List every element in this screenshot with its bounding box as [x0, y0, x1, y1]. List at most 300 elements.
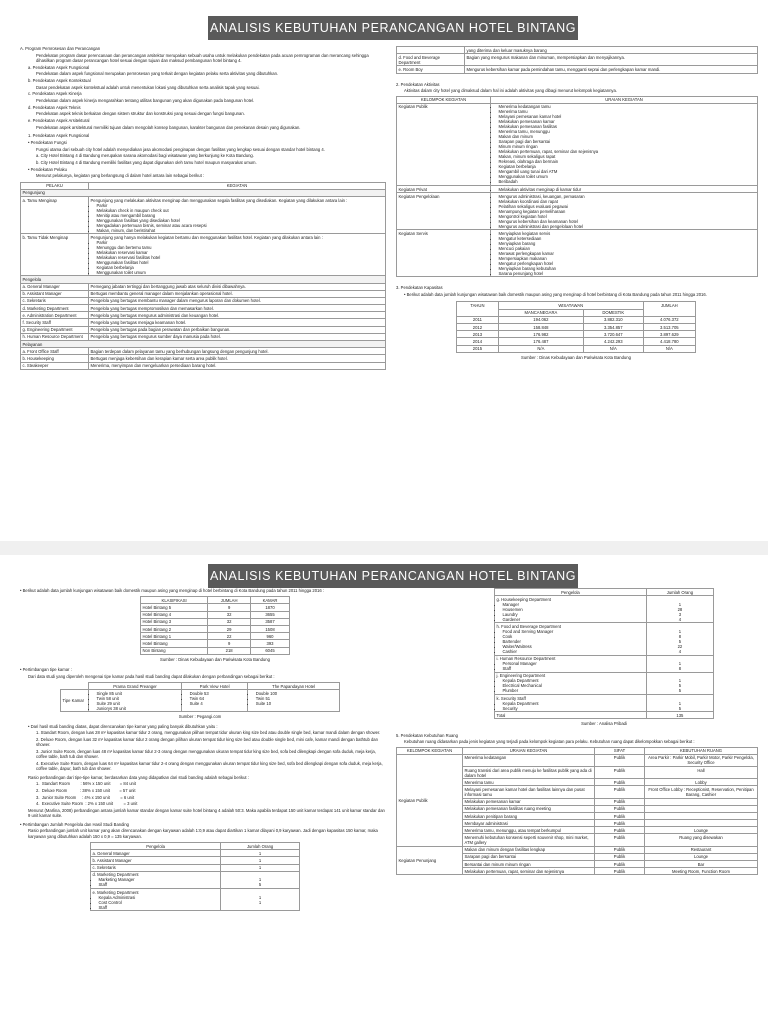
pelaku-cell: a. General Manager [21, 283, 89, 290]
kegiatan-item: • Kegiatan berbelanja [97, 265, 384, 270]
intro-paragraph: • Pendekatan Pelaku [28, 166, 67, 172]
jumlah-value: 28 [677, 606, 683, 612]
rasio-paragraph: 1. Standart Room : 56% x 150 unit = 84 unit [36, 781, 136, 787]
pengelola-sub-item: • Cost Control [99, 900, 219, 905]
pengelola-sub-item: • Kepala Department [503, 701, 645, 706]
table-row [21, 362, 386, 369]
tipe-list [184, 691, 246, 706]
pengelola-sub-item: • Manager [503, 602, 645, 607]
pelaku-table [20, 182, 386, 370]
note-paragraph: • Dari hasil studi banding diatas, dapat direncanakan tipe kamar yang paling banyak dibutuhkan yaitu : [28, 723, 218, 729]
wisatawan-cell: 4.242.293 [583, 338, 643, 345]
rasio-paragraph: Menurut (Marlina, 2008) perbandingan antara jumlah kamar standar dengan kamar suite hotel bintang 4 adalah 50:3. Maka apabila terdapat 150 unit kamar terdapat 141 unit kamar standar dan 9 unit kamar suite. [28, 808, 385, 819]
uraian-item: • Sarapan pagi dan bersantai [499, 139, 756, 144]
kegiatan-text: Bagian terdepan dalam pelayanan tamu yang berhubungan langsung dengan pengunjung hotel. [90, 348, 269, 354]
pengelola-sub-list [93, 895, 219, 910]
kapasitas-heading: 3. Pendekatan Kapasitas [396, 285, 443, 291]
kegiatan-cell: yang diterima dan keluar masuknya barang [465, 47, 758, 54]
kegiatan-item: • Parkir [97, 240, 384, 245]
ruang-uraian-cell: Melakukan pertemuan, rapat, seminar dan sejenisnya [463, 868, 595, 875]
jumlah-value: 5 [678, 638, 682, 644]
intro-paragraph: A. Program Pemrosesan dan Perancangan [20, 46, 101, 51]
uraian-item: • Menerima tamu [499, 109, 756, 114]
pelaku-cell: c. Sekretaris [21, 297, 89, 304]
table-row [495, 623, 714, 655]
pengelola-table [90, 842, 300, 911]
klasifikasi-cell: 32 [208, 611, 251, 618]
uraian-item: • Menggunakan toilet umum [499, 174, 756, 179]
table-row [397, 47, 758, 54]
pengelola-sub-list [497, 678, 645, 693]
jumlah-cell [221, 864, 300, 871]
tipe-text: Dari data studi yang diperoleh mengenai tipe kamar pada hasil studi banding dapat dilakukan dengan perbandingan sebagai berikut : [28, 673, 275, 679]
kegiatan-cell [89, 305, 386, 312]
rasio-paragraph: 3. Junior Suite Room : 4% x 150 unit = 6 unit [36, 794, 135, 800]
kegiatan-item: • Menitip atau mengambil barang [97, 213, 384, 218]
pelaku-cell [397, 47, 465, 54]
kegiatan-text: Pengelola yang bertugas mengurus administrasi dan keuangan hotel. [90, 312, 220, 318]
kegiatan-text: Pengelola yang bertugas mengurus sumber daya manusia pada hotel. [90, 334, 221, 340]
ruang-kelompok-cell: Kegiatan Penunjang [397, 846, 463, 875]
pengelola-cell [495, 623, 647, 655]
ruang-sifat-cell: Publik [595, 834, 645, 846]
tipe-item: • Twin 51 [256, 696, 338, 701]
page-2-title: ANALISIS KEBUTUHAN PERANCANGAN HOTEL BINTANG 4 [208, 564, 578, 588]
pengelola-sub-item: • Personal Manager [503, 661, 645, 666]
ruang-kebutuhan-cell: Meeting Room, Function Room [645, 868, 758, 875]
kegiatan-item: • Menunggu dan bertemu tamu [97, 245, 384, 250]
intro-paragraph: Pendekatan aspek teknis berkaitan dengan sistem struktur dan konstruksi yang sesuai dengan fungsi bangunan. [36, 111, 245, 117]
table-row [457, 338, 696, 345]
rasio-paragraph: 2. Deluxe Room : 38% x 150 unit = 57 unit [36, 788, 136, 794]
section-row [21, 341, 386, 348]
kelompok-cell: Kegiatan Servis [397, 230, 491, 277]
uraian-item: • Mengurus kebersihan dan keamanan hotel [499, 219, 756, 224]
jumlah-value: 22 [677, 643, 683, 649]
jumlah-value: 1 [258, 877, 262, 883]
kegiatan-cell [89, 312, 386, 319]
ruang-sifat-cell: Publik [595, 820, 645, 827]
pengelola-sub-item: • Kepala Administrasi [99, 895, 219, 900]
uraian-item: • Minum minum ringan [499, 144, 756, 149]
pengelola-text: Rasio perbandingan jumlah unit kamar yang akan direncanakan dengan karyawan adalah 1:0,9 atau dapat diartikan 1 kamar dilayani 0,9 karyawan. Jadi dengan kapasitas 150 kamar, maka karyawan yang dibutuhkan adalah 150 x 0,9 = 135 karyawan. [28, 828, 378, 839]
ruang-sifat-header: SIFAT [595, 747, 645, 754]
pengelola-cell [495, 712, 647, 719]
tipe-cell [248, 690, 340, 712]
kegiatan-cell [89, 319, 386, 326]
klasifikasi-cell: 29 [208, 626, 251, 633]
table-row [397, 185, 758, 192]
table-row [91, 871, 300, 888]
uraian-item: • Menerima tamu, menunggu [499, 129, 756, 134]
kegiatan-cell [89, 326, 386, 333]
klasifikasi-cell: 22 [208, 633, 251, 640]
pengelola-sub-item: • Laundry [503, 612, 645, 617]
table-row [141, 647, 290, 654]
pelaku-cell: a. Tamu Menginap [21, 196, 89, 233]
tipe-list [250, 691, 338, 706]
kegiatan-item: • Melakukan reservasi fasilitas hotel [97, 255, 384, 260]
tipe-source: Sumber : Pegangi.com [178, 714, 222, 720]
tipe-item: • Single 85 unit [97, 691, 180, 696]
jumlah-cell [221, 888, 300, 910]
tipe-item: • Double 53 [190, 691, 246, 696]
klasifikasi-cell: Hotel Bintang [141, 640, 208, 647]
ruang-sifat-cell: Publik [595, 853, 645, 860]
pengelola-cell [91, 850, 221, 857]
kegiatan-header: KEGIATAN [89, 182, 386, 189]
jumlah-cell [646, 623, 713, 655]
ruang-uraian-cell: Bersantai dan minum minum ringan [463, 861, 595, 868]
kegiatan-item: • Parkir [97, 203, 384, 208]
pengelola-name: e. Marketing Department [92, 889, 139, 895]
pengelola-name: d. Marketing Department [92, 872, 139, 878]
wisatawan-cell: N/A [498, 345, 583, 352]
uraian-item: • Melakukan pertemuan, rapat, seminar dan sejenisnya [499, 149, 756, 154]
intro-text-2 [20, 133, 386, 178]
jumlah-value: 1 [258, 850, 262, 856]
table-row [141, 604, 290, 611]
klasifikasi-cell: 1870 [251, 604, 290, 611]
pengelola-header: Pengelola [91, 843, 221, 850]
ruang-sifat-cell: Publik [595, 766, 645, 778]
ruang-kebutuhan-cell: Hall [645, 766, 758, 778]
pengelola-cell [495, 596, 647, 623]
klasifikasi-cell: 3655 [251, 611, 290, 618]
note-paragraph: 1. Standart Room, dengan luas 28 m² kapasitas kamar tidur 2 orang, menggunakan pilihan tempat tidur ukuran king size bed atau double single bed, kamar mandi dalam dengan shower. [36, 730, 381, 736]
uraian-item: • Mengontrol kegiatan hotel [499, 214, 756, 219]
wisatawan-cell: 158.848 [498, 324, 583, 331]
intro-paragraph: Menurut pelakunya, kegiatan yang berlangsung di dalam hotel antara lain sebagai berikut : [36, 173, 205, 179]
pengelola-name: g. Housekeeping Department [496, 596, 551, 602]
rasio-notes [20, 775, 386, 819]
table-row [397, 846, 758, 853]
intro-paragraph: Dasar pendekatan aspek kontekstual adalah untuk menentukan lokasi yang dibutuhkan serta analisis tapak yang sesuai. [36, 84, 260, 90]
room-type-notes [20, 724, 386, 772]
klasifikasi-cell: 393 [251, 640, 290, 647]
table-row [397, 103, 758, 185]
pengelola-sub-item: • Bartender [503, 639, 645, 644]
pelaku-cell: f. Security Staff [21, 319, 89, 326]
pelaku-cell: b. Tamu Tidak Menginap [21, 234, 89, 276]
pengelola-sub-item: • Marketing Manager [99, 877, 219, 882]
uraian-item: • Melakukan koordinasi dan rapat [499, 199, 756, 204]
table-row [141, 640, 290, 647]
ruang-sifat-cell: Publik [595, 827, 645, 834]
table-row [397, 230, 758, 277]
pengelola-sub-item: • Gardener [503, 617, 645, 622]
tipe-table [60, 682, 340, 712]
kegiatan-item: • Melakukan reservasi kamar [97, 250, 384, 255]
page-2-right-column [396, 588, 758, 875]
jumlah-orang-header-2: Jumlah Orang [646, 589, 713, 596]
intro-paragraph: d. Pendekatan Aspek Teknis [28, 104, 81, 110]
table-row [141, 611, 290, 618]
table-row [495, 712, 714, 719]
wisatawan-cell: 2013 [457, 331, 499, 338]
kegiatan-cell [89, 333, 386, 340]
klasifikasi-cell: Non Bintang [141, 647, 208, 654]
page-1 [8, 8, 760, 538]
pengelola-table-continued [494, 588, 714, 719]
tipe-list [91, 691, 180, 711]
klasifikasi-cell: Hotel Bintang 1 [141, 633, 208, 640]
ruang-sifat-cell: Publik [595, 861, 645, 868]
klasifikasi-cell: 6045 [251, 647, 290, 654]
kegiatan-cell [89, 290, 386, 297]
kegiatan-text: Pemegang jabatan tertinggi dan bertanggung jawab atas seluruh divisi dibawahnya. [90, 284, 246, 290]
wisatawan-cell: 176.982 [498, 331, 583, 338]
ruang-kebutuhan-cell [645, 812, 758, 819]
ruang-kelompok-header: KELOMPOK KEGIATAN [397, 747, 463, 754]
table-row [91, 864, 300, 871]
table-row [21, 355, 386, 362]
uraian-cell [491, 103, 758, 185]
jumlah-cell [646, 672, 713, 694]
section-name: Pelayanan [21, 341, 386, 348]
intro-paragraph: Fungsi utama dari sebuah city hotel adalah menyediakan jasa akomodasi penginapan dengan fasilitas yang lengkap sesuai dengan standar hotel bintang 4. [36, 146, 325, 152]
ruang-kebutuhan-cell: Area Parkir : Parkir Mobil, Parkir Motor, Parkir Pengelola, Security Office [645, 754, 758, 766]
table-row [397, 66, 758, 73]
wisatawan-cell: 176.487 [498, 338, 583, 345]
ruang-uraian-cell: Melakukan penitipan barang [463, 812, 595, 819]
ruang-kebutuhan-header: KEBUTUHAN RUANG [645, 747, 758, 754]
tipe-item: • Twin 58 unit [97, 696, 180, 701]
pelaku-cell: a. Front Office Staff [21, 348, 89, 355]
tahun-header: TAHUN [457, 302, 499, 316]
kegiatan-cell [89, 348, 386, 355]
pengelola-sub-item: • Electrical Mechanical [503, 683, 645, 688]
uraian-item: • Melakukan pemesanan kamar [499, 119, 756, 124]
kegiatan-item: • Menggunakan fasilitas yang disediakan hotel [97, 218, 384, 223]
pelaku-cell: g. Engineering Department [21, 326, 89, 333]
ruang-table [396, 747, 758, 876]
table-row [21, 234, 386, 276]
table-row [457, 331, 696, 338]
jumlah-value: 135 [676, 712, 684, 718]
pengelola-sub-list [93, 877, 219, 887]
pengelola-sub-list [497, 629, 645, 654]
uraian-item: • Menerima kedatangan tamu [499, 104, 756, 109]
pengelola-sub-item: • Kepala Department [503, 678, 645, 683]
wisatawan-cell: N/A [583, 345, 643, 352]
kelompok-header: KELOMPOK KEGIATAN [397, 96, 491, 103]
kelompok-cell: Kegiatan Privat [397, 185, 491, 192]
uraian-cell [491, 193, 758, 230]
uraian-header: URAIAN KEGIATAN [491, 96, 758, 103]
jumlah-value: 8 [678, 666, 682, 672]
wisatawan-cell: 3.720.647 [583, 331, 643, 338]
pengelola-sub-list [497, 602, 645, 622]
pengelola-cell [495, 672, 647, 694]
kegiatan-item: • Menggunakan fasilitas hotel [97, 260, 384, 265]
table-row [141, 633, 290, 640]
jumlah-value [223, 905, 298, 910]
pengelola-name: c. Sekretaris [92, 865, 116, 871]
ruang-sifat-cell: Publik [595, 754, 645, 766]
intro-paragraph: c. Pendekatan Aspek Kinerja [28, 91, 82, 97]
uraian-item: • Mengambil uang tunai dari ATM [499, 169, 756, 174]
uraian-list [493, 187, 756, 192]
kegiatan-text: Pengelola yang bertugas membantu manager dalam mengurus laporan dan dokumen hotel. [90, 298, 261, 304]
aktivitas-text: Aktivitas dalam city hotel yang dimaksud dalam hal ini adalah aktivitas yang dibagi menurut kelompok kegiatannya. [404, 88, 617, 94]
uraian-item: • Menyiapkan barang kebutuhan [499, 266, 756, 271]
uraian-item: • Rekreasi, olahraga dan bermain [499, 159, 756, 164]
note-paragraph: 2. Deluxe Room, dengan luas 32 m² kapasitas kamar tidur 2 orang dengan pilihan ukuran tempat tidur king size bed atau double single bed, mini cafe, kamar mandi dengan bathtub dan shower. [36, 737, 378, 748]
ruang-sifat-cell: Publik [595, 779, 645, 786]
kegiatan-item: • Mengadakan pertemuan bisnis, seminar atau acara resepsi [97, 223, 384, 228]
pengelola-sub-list [497, 661, 645, 671]
kegiatan-cell [89, 234, 386, 276]
pelaku-cell: d. Food and Beverage Department [397, 54, 465, 66]
page-2 [8, 558, 760, 1024]
kegiatan-list [91, 240, 384, 275]
pengelola-name: h. Food and Beverage Department [496, 623, 561, 629]
pengelola-sub-item: • Security [503, 706, 645, 711]
jumlah-value: 5 [678, 705, 682, 711]
pelaku-cell: c. Steakeeper [21, 362, 89, 369]
jumlah-value: 1 [258, 857, 262, 863]
ruang-uraian-header: URAIAN KEGIATAN [463, 747, 595, 754]
uraian-item: • Mencuci pakaian [499, 246, 756, 251]
kegiatan-text: Pengelola yang bertugas mempromosikan dan memasarkan hotel. [90, 305, 214, 311]
jumlah-value: 1 [678, 628, 682, 634]
table-row [495, 694, 714, 711]
jumlah-cell [221, 871, 300, 888]
klasifikasi-cell: Hotel Bintang 4 [141, 611, 208, 618]
table-row [397, 754, 758, 766]
tipe-item: • Twin 64 [190, 696, 246, 701]
tipe-item: • Double 100 [256, 691, 338, 696]
pengelola-cell [495, 655, 647, 672]
intro-paragraph: e. Pendekatan Aspek Arsitektural [28, 118, 90, 124]
aktivitas-table [396, 96, 758, 278]
intro-paragraph: b. Pendekatan Aspek Kontekstual [28, 78, 91, 84]
kapasitas-text: • Berikut adalah data jumlah kunjungan wisatawan baik domestik maupun asing yang menginap di hotel berbintang di Kota Bandung pada tahun 2011 hingga 2016. [404, 292, 707, 298]
tipe-item: • Suite 29 unit [97, 701, 180, 706]
wisatawan-cell: 4.076.372 [643, 316, 695, 323]
kegiatan-list [91, 203, 384, 233]
pelaku-cell: b. Assistant Manager [21, 290, 89, 297]
table-row [495, 596, 714, 623]
uraian-item: • Mengatur perlengkapan hotel [499, 261, 756, 266]
intro-paragraph: Pendekatan aspek arsitektural memiliki tujuan dalam mengolah konsep bangunan, karakter bangunan dan penekanan desain yang digunakan. [36, 124, 301, 130]
pengelola-sub-item: • Housemen [503, 607, 645, 612]
note-paragraph: 3. Junior Suite Room, dengan luas 48 m² kapasitas kamar tidur 2-3 orang dengan menggunakan ukuran tempat tidur king size bed, sofa bed dilengkapi dengan sofa duduk, meja kerja, coffee table, bath tub dan shower. [36, 749, 376, 760]
ruang-uraian-cell: Melakukan pemesanan fasilitas ruang meeting [463, 805, 595, 812]
ruang-uraian-cell: Menerima tamu [463, 779, 595, 786]
ruang-uraian-cell: Menemuhi kebutuhan konsensi seperti souvenir shop, mini market, ATM gallery [463, 834, 595, 846]
uraian-item: • Kegiatan berbelanja [499, 164, 756, 169]
uraian-item: • Mempersiapkan makanan [499, 256, 756, 261]
wisatawan-header: WISATAWAN [498, 302, 643, 309]
pelaku-header: PELAKU [21, 182, 89, 189]
jumlah-value: 1 [678, 700, 682, 706]
uraian-item: • Menyiapkan kegiatan servis [499, 231, 756, 236]
pengelola-name: Total [496, 712, 506, 718]
uraian-item: • Mengatur ketersediaan [499, 236, 756, 241]
tipe-heading: • Pertimbangan tipe kamar : [20, 667, 72, 673]
intro-text [20, 46, 386, 130]
wisatawan-cell: 3.513.705 [643, 324, 695, 331]
klasifikasi-table [140, 596, 290, 655]
jumlah-value: 4 [678, 616, 682, 622]
kegiatan-cell [89, 362, 386, 369]
ruang-sifat-cell: Publik [595, 798, 645, 805]
uraian-item: • Melayani pemesanan kamar hotel [499, 114, 756, 119]
table-row [21, 312, 386, 319]
wisatawan-cell: 194.062 [498, 316, 583, 323]
ruang-sifat-cell: Publik [595, 868, 645, 875]
page-1-right-column [396, 46, 758, 360]
table-row [21, 319, 386, 326]
wisatawan-cell: 2015 [457, 345, 499, 352]
pengelola-header-2: Pengelola [495, 589, 647, 596]
uraian-list [493, 194, 756, 229]
continued-pelaku-table [396, 46, 758, 74]
kegiatan-text: Pengelola yang bertugas pada bagian perawatan dan perbaikan bangunan. [90, 327, 231, 333]
jumlah-value: 1 [678, 678, 682, 684]
pengelola-sub-item: • Staff [503, 666, 645, 671]
uraian-item: • Pelatihan sekaligus evaluasi pegawai [499, 204, 756, 209]
table-row [397, 54, 758, 66]
ruang-kebutuhan-cell: Lounge [645, 827, 758, 834]
wisatawan-cell: 2012 [457, 324, 499, 331]
pengelola-cell [91, 857, 221, 864]
pengelola-name: j. Engineering Department [496, 673, 546, 679]
kegiatan-text: Pengunjung yang hanya melakukan kegiatan bertamu dan menggunakan fasilitas hotel. Kegiatan yang dilakukan antara lain : [90, 234, 323, 240]
tipe-col-3: The Papandayan Hotel [248, 683, 340, 690]
ruang-uraian-cell: Menerima tamu, menunggu, atau tempat berkumpul [463, 827, 595, 834]
ruang-kebutuhan-cell [645, 798, 758, 805]
table-row [21, 297, 386, 304]
tipe-item: • Juniorys 38 unit [97, 706, 180, 711]
table-row [141, 626, 290, 633]
section-row [21, 276, 386, 283]
table-row [21, 333, 386, 340]
intro-paragraph: 1. Pendekatan Aspek Fungsional [28, 133, 90, 139]
klasifikasi-header: KLASIFIKASI [141, 597, 208, 604]
intro-paragraph: a. Pendekatan Aspek Fungsional [28, 64, 90, 70]
pelaku-cell: b. Housekeeping [21, 355, 89, 362]
ruang-uraian-cell: Ruang transisi dari area publik menuju ke fasilitas publik yang ada di dalam hotel [463, 766, 595, 778]
pengelola-source: Sumber : Analisa Pribadi [581, 721, 627, 727]
ruang-uraian-cell: Menerima kedatangan [463, 754, 595, 766]
ruang-sifat-cell: Publik [595, 805, 645, 812]
pelaku-cell: d. Marketing Department [21, 305, 89, 312]
ruang-sifat-cell: Publik [595, 846, 645, 853]
mancanegara-header: MANCANEGARA [498, 309, 583, 316]
table-row [91, 850, 300, 857]
klasifikasi-cell: 32 [208, 618, 251, 625]
klasifikasi-cell: 9 [208, 640, 251, 647]
pengelola-sub-list [497, 701, 645, 711]
kegiatan-cell [89, 283, 386, 290]
ruang-kebutuhan-cell: Lounge [645, 853, 758, 860]
kegiatan-text: Bertugas menjaga kebersihan dan kerapian kamar serta area publik hotel. [90, 355, 228, 361]
ruang-kebutuhan-cell: Bar [645, 861, 758, 868]
jumlah-value: 4 [678, 648, 682, 654]
table-row [457, 345, 696, 352]
section-row [21, 189, 386, 196]
jumlah-value: 1 [258, 899, 262, 905]
table-row [21, 196, 386, 233]
kegiatan-item: • Melakukan check in maupun check out [97, 208, 384, 213]
page-1-left-column [20, 46, 386, 370]
domestik-header: DOMESTIK [583, 309, 643, 316]
pengelola-heading: • Pertimbangan Jumlah Pengelola dan Hasil Studi Banding [20, 821, 130, 827]
pengelola-sub-item: • Waiter/Waitress [503, 644, 645, 649]
